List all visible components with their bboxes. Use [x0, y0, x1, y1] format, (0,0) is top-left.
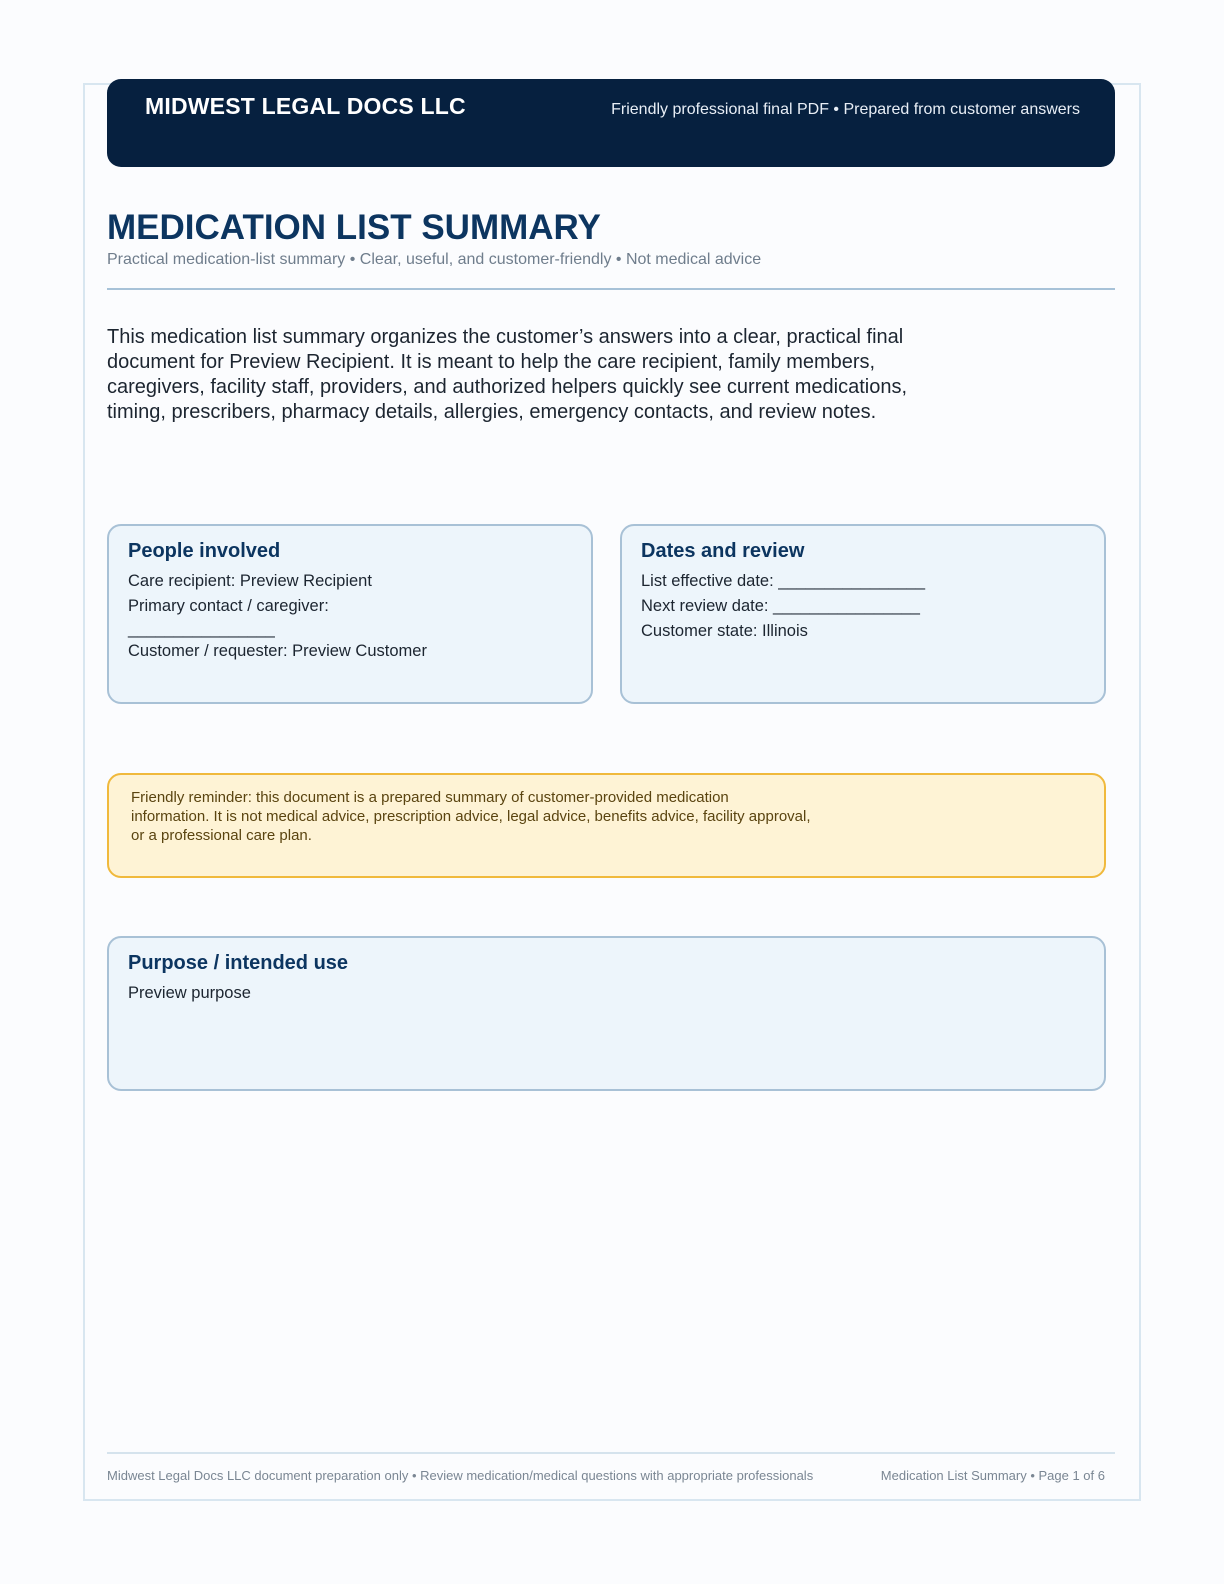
requester-line: Customer / requester: Preview Customer	[128, 642, 427, 660]
company-name: MIDWEST LEGAL DOCS LLC	[145, 93, 466, 119]
purpose-value: Preview purpose	[128, 984, 251, 1002]
primary-contact-line: Primary contact / caregiver:	[128, 597, 329, 615]
effective-date-line: List effective date: ________________	[641, 572, 926, 590]
intro-paragraph: This medication list summary organizes the customer’s answers into a clear, practical final document for Preview Recipient. It is meant to help the care recipient, family members, caregivers, facility staff, providers, and authorized helpers quickly see current medications, timing, prescribers, pharmacy details, allergies, emergency contacts, and review notes.	[107, 326, 908, 423]
purpose-title: Purpose / intended use	[128, 952, 349, 974]
header-bar	[107, 79, 1115, 167]
dates-review-title: Dates and review	[641, 540, 805, 562]
footer-divider	[107, 1452, 1115, 1454]
care-recipient-line: Care recipient: Preview Recipient	[128, 572, 372, 590]
next-review-line: Next review date: ________________	[641, 597, 920, 615]
reminder-text: Friendly reminder: this document is a prepared summary of customer-provided medication information. It is not medical advice, prescription advice, legal advice, benefits advice, facility approval, or a professional care plan.	[131, 789, 811, 844]
reminder-box	[107, 773, 1106, 878]
dates-review-card	[620, 524, 1106, 704]
people-involved-title: People involved	[128, 540, 281, 562]
document-title: MEDICATION LIST SUMMARY	[107, 208, 601, 247]
footer-page-number: Medication List Summary • Page 1 of 6	[880, 1468, 1105, 1483]
people-involved-card	[107, 524, 593, 704]
header-tagline: Friendly professional final PDF • Prepared from customer answers	[611, 101, 1080, 118]
title-divider	[107, 288, 1115, 290]
primary-contact-blank: ________________	[128, 620, 275, 638]
purpose-card	[107, 936, 1106, 1091]
footer-disclaimer: Midwest Legal Docs LLC document preparation only • Review medication/medical questions with appropriate professionals	[107, 1468, 814, 1483]
customer-state-line: Customer state: Illinois	[641, 622, 808, 640]
document-subtitle: Practical medication-list summary • Clear, useful, and customer-friendly • Not medical advice	[107, 251, 762, 268]
